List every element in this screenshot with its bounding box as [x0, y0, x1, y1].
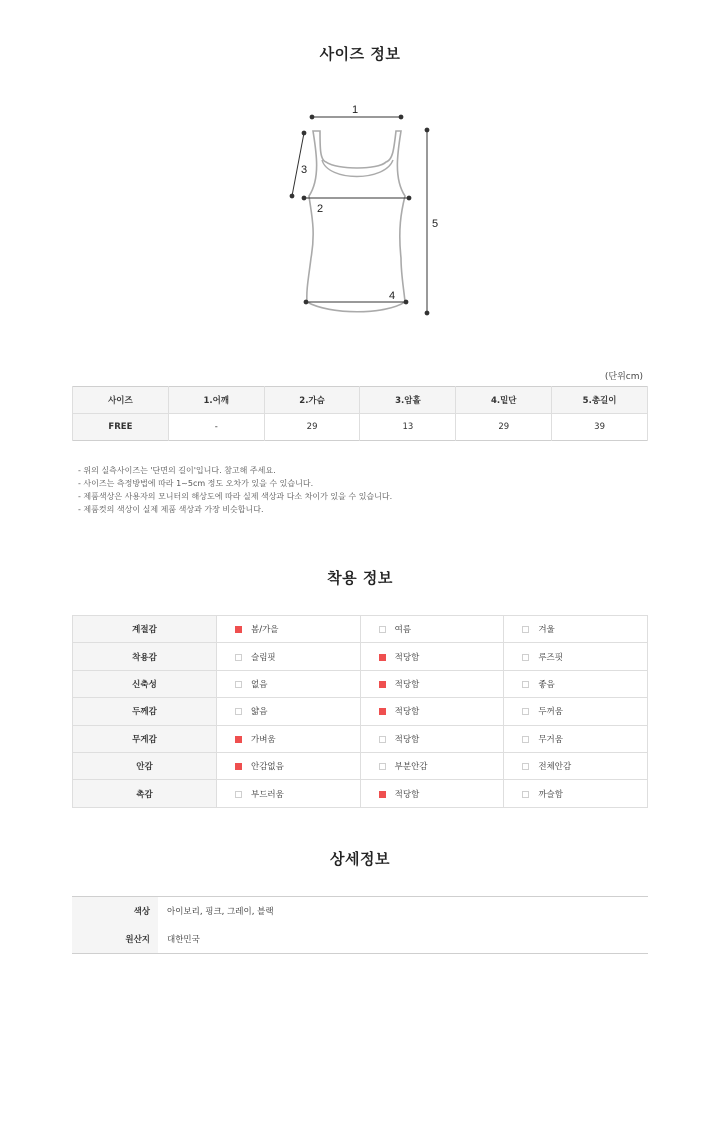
- note-item: - 위의 실측사이즈는 '단면의 길이'입니다. 참고해 주세요.: [78, 466, 276, 475]
- unchecked-box-icon: [379, 763, 386, 770]
- fit-option-label: 가벼움: [251, 734, 276, 745]
- detail-section-title: 상세정보: [330, 850, 390, 868]
- fit-option-label: 없음: [251, 679, 268, 690]
- fit-option: [360, 780, 504, 807]
- fit-row: [73, 670, 648, 697]
- measure-label-4: 4: [388, 290, 396, 302]
- unchecked-box-icon: [235, 681, 242, 688]
- fit-option: [360, 643, 504, 670]
- unchecked-box-icon: [522, 626, 529, 633]
- detail-row-value: 대한민국: [167, 935, 200, 945]
- fit-option: [217, 780, 361, 807]
- unchecked-box-icon: [235, 791, 242, 798]
- tank-top-outline: [307, 131, 405, 312]
- unchecked-box-icon: [522, 654, 529, 661]
- fit-row: [73, 725, 648, 752]
- fit-option: [504, 752, 648, 779]
- size-header-cell: 4.밑단: [456, 387, 552, 414]
- size-cell: 29: [264, 414, 360, 441]
- detail-row-value: 아이보리, 핑크, 그레이, 블랙: [167, 907, 274, 917]
- fit-row-label: 신축성: [73, 670, 217, 697]
- fit-option: [217, 725, 361, 752]
- fit-option-label: 까슬함: [538, 789, 563, 800]
- fit-option-label: 무거움: [538, 734, 563, 745]
- unchecked-box-icon: [522, 791, 529, 798]
- fit-option-label: 부분안감: [394, 762, 428, 773]
- checked-box-icon: [379, 681, 386, 688]
- fit-row-label: 착용감: [73, 643, 217, 670]
- fit-option: [360, 670, 504, 697]
- size-cell: 29: [456, 414, 552, 441]
- fit-option-label: 얇음: [251, 707, 268, 718]
- fit-option-label: 적당함: [394, 707, 420, 718]
- fit-row: [73, 752, 648, 779]
- size-section-title: 사이즈 정보: [319, 45, 401, 63]
- fit-option-label: 부드러움: [251, 789, 284, 800]
- fit-row: [73, 643, 648, 670]
- fit-option-label: 슬림핏: [251, 652, 276, 663]
- unchecked-box-icon: [379, 736, 386, 743]
- detail-row-label: 색상: [72, 897, 158, 926]
- fit-option: [217, 698, 361, 725]
- fit-row-label: 촉감: [73, 780, 217, 807]
- fit-option: [504, 643, 648, 670]
- fit-option: [504, 698, 648, 725]
- size-table-row: [73, 414, 648, 441]
- fit-option-label: 겨울: [538, 625, 555, 636]
- size-row-label: FREE: [73, 414, 169, 441]
- detail-row: [72, 897, 648, 926]
- size-header-cell: 3.암홀: [360, 387, 456, 414]
- unchecked-box-icon: [522, 763, 529, 770]
- size-cell: -: [168, 414, 264, 441]
- fit-option-label: 적당함: [394, 652, 420, 663]
- fit-row: [73, 698, 648, 725]
- size-cell: 39: [552, 414, 648, 441]
- measure-label-1: 1: [351, 104, 359, 116]
- note-item: - 사이즈는 측정방법에 따라 1~5cm 정도 오차가 있을 수 있습니다.: [78, 479, 314, 488]
- fit-option-label: 적당함: [394, 734, 420, 745]
- fit-option: [504, 725, 648, 752]
- fit-option-label: 적당함: [394, 679, 420, 690]
- size-header-cell: 사이즈: [73, 387, 169, 414]
- detail-row-label: 원산지: [72, 925, 158, 954]
- unchecked-box-icon: [522, 708, 529, 715]
- fit-option: [504, 780, 648, 807]
- unchecked-box-icon: [235, 708, 242, 715]
- fit-row-label: 계절감: [73, 616, 217, 643]
- measure-label-5: 5: [431, 218, 439, 230]
- size-header-cell: 2.가슴: [264, 387, 360, 414]
- checked-box-icon: [235, 736, 242, 743]
- fit-option-label: 루즈핏: [538, 652, 563, 663]
- fit-option-label: 적당함: [394, 789, 420, 800]
- size-notes: [78, 464, 392, 516]
- detail-row: [72, 925, 648, 954]
- checked-box-icon: [235, 763, 242, 770]
- fit-option: [217, 616, 361, 643]
- fit-option-label: 안감없음: [251, 762, 284, 773]
- checked-box-icon: [379, 654, 386, 661]
- fit-option: [360, 698, 504, 725]
- fit-row: [73, 616, 648, 643]
- tank-top-measurement-diagram: [0, 0, 720, 340]
- unit-label: (단위cm): [604, 372, 643, 382]
- fit-option-label: 두꺼움: [538, 707, 563, 718]
- unchecked-box-icon: [235, 654, 242, 661]
- fit-option-label: 봄/가을: [251, 625, 279, 636]
- fit-option: [360, 616, 504, 643]
- detail-info-table: [72, 896, 648, 954]
- fit-info-table: [72, 615, 648, 808]
- size-header-cell: 5.총길이: [552, 387, 648, 414]
- fit-row: [73, 780, 648, 807]
- fit-row-label: 무게감: [73, 725, 217, 752]
- fit-option: [217, 643, 361, 670]
- unchecked-box-icon: [522, 681, 529, 688]
- unchecked-box-icon: [379, 626, 386, 633]
- size-header-cell: 1.어깨: [168, 387, 264, 414]
- fit-option: [504, 616, 648, 643]
- checked-box-icon: [235, 626, 242, 633]
- fit-option: [360, 752, 504, 779]
- fit-option: [504, 670, 648, 697]
- measure-label-3: 3: [300, 164, 308, 176]
- fit-option: [217, 670, 361, 697]
- checked-box-icon: [379, 708, 386, 715]
- unchecked-box-icon: [522, 736, 529, 743]
- fit-row-label: 안감: [73, 752, 217, 779]
- fit-row-label: 두께감: [73, 698, 217, 725]
- fit-option: [217, 752, 361, 779]
- size-table: [72, 386, 648, 441]
- fit-option-label: 전체안감: [538, 762, 572, 773]
- measure-label-2: 2: [316, 203, 324, 215]
- fit-section-title: 착용 정보: [327, 569, 393, 587]
- size-table-header-row: [73, 387, 648, 414]
- fit-option-label: 여름: [394, 625, 412, 636]
- size-cell: 13: [360, 414, 456, 441]
- fit-option: [360, 725, 504, 752]
- checked-box-icon: [379, 791, 386, 798]
- note-item: - 제품컷의 색상이 실제 제품 색상과 가장 비슷합니다.: [78, 505, 264, 514]
- fit-option-label: 좋음: [538, 679, 555, 690]
- note-item: - 제품색상은 사용자의 모니터의 해상도에 따라 실제 색상과 다소 차이가 있을 수 있습니다.: [78, 492, 393, 501]
